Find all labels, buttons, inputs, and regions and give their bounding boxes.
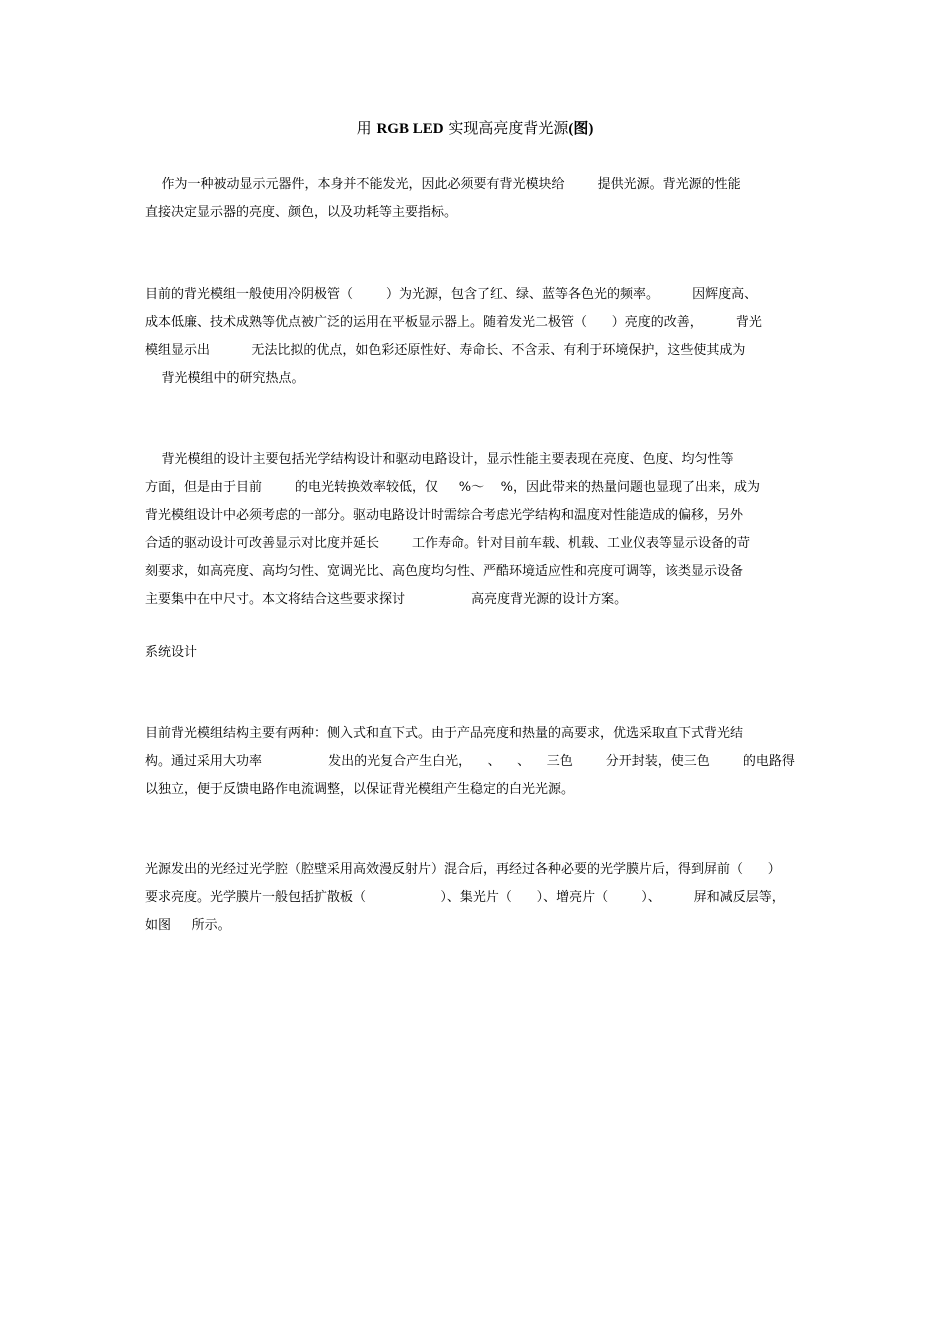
paragraph-3-line-6: 主要集中在中尺寸。本文将结合这些要求探讨 高亮度背光源的设计方案。 <box>145 592 628 607</box>
title-bold: RGB LED <box>376 121 444 137</box>
paragraph-3-line-3: 背光模组设计中必须考虑的一部分。驱动电路设计时需综合考虑光学结构和温度对性能造成的偏移，另外 <box>145 508 744 523</box>
paragraph-3-line-5: 刻要求，如高亮度、高均匀性、宽调光比、高色度均匀性、严酷环境适应性和亮度可调等，该类显示设备 <box>145 564 744 579</box>
title-tail: (图) <box>568 121 594 137</box>
paragraph-1-line-2: 直接决定显示器的亮度、颜色，以及功耗等主要指标。 <box>145 205 458 220</box>
paragraph-4-line-2: 构。通过采用大功率 发出的光复合产生白光， 、 、 三色 分开封装，使三色 的电路得 <box>145 754 795 769</box>
title-suffix: 实现高亮度背光源 <box>443 119 569 137</box>
paragraph-2-line-3: 模组显示出 无法比拟的优点，如色彩还原性好、寿命长、不含汞、有利于环境保护，这些使其成为 <box>145 343 746 358</box>
section-heading: 系统设计 <box>145 645 198 660</box>
paragraph-3-line-1: 背光模组的设计主要包括光学结构设计和驱动电路设计，显示性能主要表现在亮度、色度、均匀性等 <box>145 452 734 467</box>
paragraph-2-line-2: 成本低廉、技术成熟等优点被广泛的运用在平板显示器上。随着发光二极管（ ）亮度的改善， 背光 <box>145 315 762 330</box>
paragraph-5-line-3: 如图 所示。 <box>145 918 231 933</box>
paragraph-4-line-3: 以独立，便于反馈电路作电流调整，以保证背光模组产生稳定的白光光源。 <box>145 782 575 797</box>
paragraph-5-line-2: 要求亮度。光学膜片一般包括扩散板（ ）、集光片（ ）、增亮片（ ）、 屏和减反层等， <box>145 890 785 905</box>
paragraph-1-line-1: 作为一种被动显示元器件，本身并不能发光，因此必须要有背光模块给 提供光源。背光源的性能 <box>145 177 741 192</box>
paragraph-3-line-4: 合适的驱动设计可改善显示对比度并延长 工作寿命。针对目前车载、机载、工业仪表等显示设备的苛 <box>145 536 751 551</box>
paragraph-2-line-4: 背光模组中的研究热点。 <box>145 371 305 386</box>
paragraph-3-line-2: 方面，但是由于目前 的电光转换效率较低，仅 %～ %，因此带来的热量问题也显现了出来，成为 <box>145 480 760 495</box>
document-title <box>0 118 950 139</box>
title-prefix: 用 <box>356 119 377 137</box>
paragraph-2-line-1: 目前的背光模组一般使用冷阴极管（ ）为光源，包含了红、绿、蓝等各色光的频率。 因辉度高、 <box>145 287 758 302</box>
paragraph-5-line-1: 光源发出的光经过光学腔（腔壁采用高效漫反射片）混合后，再经过各种必要的光学膜片后，得到屏前（ ） <box>145 862 781 877</box>
paragraph-4-line-1: 目前背光模组结构主要有两种：侧入式和直下式。由于产品亮度和热量的高要求，优选采取直下式背光结 <box>145 726 744 741</box>
